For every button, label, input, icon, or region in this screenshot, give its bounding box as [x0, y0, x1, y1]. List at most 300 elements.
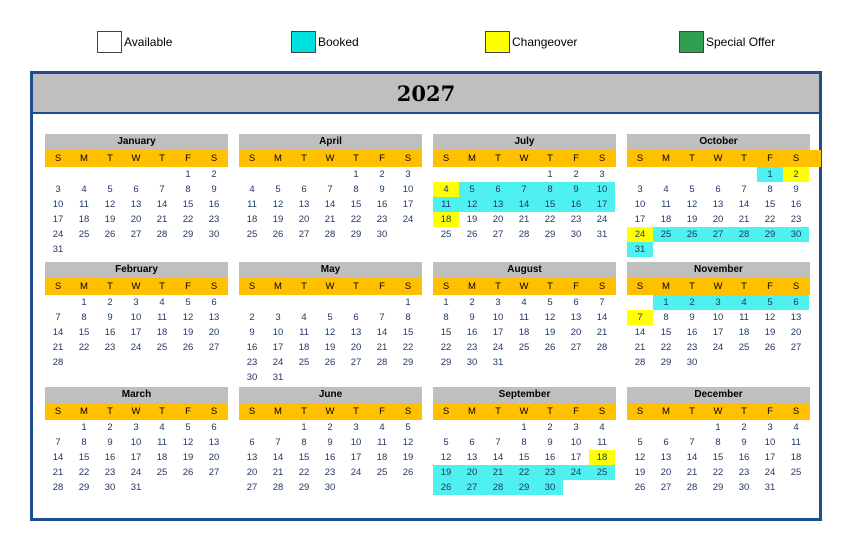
day-cell[interactable]: 2	[211, 169, 217, 180]
day-cell[interactable]: 8	[81, 437, 87, 448]
day-cell[interactable]: 28	[52, 482, 64, 493]
day-cell[interactable]: 20	[660, 467, 672, 478]
day-cell[interactable]: 16	[563, 197, 589, 212]
day-cell[interactable]: 22	[78, 467, 90, 478]
day-cell[interactable]: 22	[660, 342, 672, 353]
day-cell[interactable]: 12	[402, 437, 414, 448]
day-cell[interactable]: 15	[712, 452, 724, 463]
day-cell[interactable]: 24	[130, 342, 142, 353]
day-cell[interactable]: 9	[547, 437, 553, 448]
day-cell[interactable]: 18	[156, 452, 168, 463]
day-cell[interactable]: 22	[78, 342, 90, 353]
day-cell[interactable]: 30	[376, 229, 388, 240]
day-cell[interactable]: 3	[767, 422, 773, 433]
day-cell[interactable]: 20	[298, 214, 310, 225]
day-cell[interactable]: 4	[793, 422, 799, 433]
day-cell[interactable]: 20	[130, 214, 142, 225]
day-cell[interactable]: 8	[537, 182, 563, 197]
day-cell[interactable]: 28	[731, 227, 757, 242]
day-cell[interactable]: 17	[52, 214, 64, 225]
day-cell[interactable]: 8	[301, 437, 307, 448]
day-cell[interactable]: 23	[790, 214, 802, 225]
day-cell[interactable]: 24	[764, 467, 776, 478]
day-cell[interactable]: 20	[350, 342, 362, 353]
day-cell[interactable]: 21	[634, 342, 646, 353]
day-cell[interactable]: 11	[247, 199, 257, 210]
day-cell[interactable]: 28	[485, 480, 511, 495]
day-cell[interactable]: 4	[301, 312, 307, 323]
day-cell[interactable]: 5	[459, 182, 485, 197]
day-cell[interactable]: 30	[783, 227, 809, 242]
day-cell[interactable]: 27	[459, 480, 485, 495]
day-cell[interactable]: 22	[402, 342, 414, 353]
day-cell[interactable]: 27	[350, 357, 362, 368]
day-cell[interactable]: 4	[81, 184, 87, 195]
day-cell[interactable]: 21	[156, 214, 168, 225]
day-cell[interactable]: 5	[689, 184, 695, 195]
day-cell[interactable]: 9	[327, 437, 333, 448]
day-cell[interactable]: 3	[405, 169, 411, 180]
day-cell[interactable]: 30	[208, 229, 220, 240]
day-cell[interactable]: 14	[492, 452, 504, 463]
day-cell[interactable]: 27	[208, 342, 220, 353]
day-cell[interactable]: 13	[570, 312, 582, 323]
day-cell[interactable]: 4	[433, 182, 459, 197]
day-cell[interactable]: 5	[107, 184, 113, 195]
day-cell[interactable]: 17	[350, 452, 362, 463]
day-cell[interactable]: 2	[107, 297, 113, 308]
day-cell[interactable]: 12	[686, 199, 698, 210]
day-cell[interactable]: 29	[511, 480, 537, 495]
day-cell[interactable]: 28	[634, 357, 646, 368]
day-cell[interactable]: 10	[712, 312, 724, 323]
day-cell[interactable]: 3	[55, 184, 61, 195]
day-cell[interactable]: 12	[764, 312, 776, 323]
day-cell[interactable]: 10	[52, 199, 64, 210]
day-cell[interactable]: 5	[327, 312, 333, 323]
day-cell[interactable]: 5	[185, 422, 191, 433]
day-cell[interactable]: 4	[249, 184, 255, 195]
day-cell[interactable]: 2	[679, 295, 705, 310]
day-cell[interactable]: 19	[433, 465, 459, 480]
day-cell[interactable]: 29	[298, 482, 310, 493]
day-cell[interactable]: 31	[627, 242, 653, 257]
day-cell[interactable]: 9	[211, 184, 217, 195]
day-cell[interactable]: 2	[741, 422, 747, 433]
day-cell[interactable]: 27	[705, 227, 731, 242]
day-cell[interactable]: 14	[324, 199, 336, 210]
day-cell[interactable]: 8	[185, 184, 191, 195]
day-cell[interactable]: 20	[570, 327, 582, 338]
day-cell[interactable]: 19	[686, 214, 698, 225]
day-cell[interactable]: 2	[547, 422, 553, 433]
day-cell[interactable]: 17	[589, 197, 615, 212]
day-cell[interactable]: 31	[492, 357, 504, 368]
day-cell[interactable]: 30	[104, 482, 116, 493]
day-cell[interactable]: 15	[402, 327, 414, 338]
day-cell[interactable]: 31	[596, 229, 608, 240]
day-cell[interactable]: 14	[376, 327, 388, 338]
day-cell[interactable]: 27	[660, 482, 672, 493]
day-cell[interactable]: 19	[466, 214, 478, 225]
day-cell[interactable]: 9	[107, 437, 113, 448]
day-cell[interactable]: 28	[272, 482, 284, 493]
day-cell[interactable]: 3	[573, 422, 579, 433]
day-cell[interactable]: 11	[519, 312, 529, 323]
day-cell[interactable]: 15	[298, 452, 310, 463]
day-cell[interactable]: 8	[521, 437, 527, 448]
day-cell[interactable]: 6	[353, 312, 359, 323]
day-cell[interactable]: 4	[731, 295, 757, 310]
day-cell[interactable]: 31	[130, 482, 142, 493]
day-cell[interactable]: 24	[596, 214, 608, 225]
day-cell[interactable]: 24	[52, 229, 64, 240]
day-cell[interactable]: 1	[81, 422, 87, 433]
day-cell[interactable]: 1	[653, 295, 679, 310]
day-cell[interactable]: 9	[689, 312, 695, 323]
day-cell[interactable]: 6	[133, 184, 139, 195]
day-cell[interactable]: 15	[764, 199, 776, 210]
day-cell[interactable]: 29	[440, 357, 452, 368]
day-cell[interactable]: 29	[757, 227, 783, 242]
day-cell[interactable]: 14	[596, 312, 608, 323]
day-cell[interactable]: 25	[298, 357, 310, 368]
day-cell[interactable]: 24	[350, 467, 362, 478]
day-cell[interactable]: 29	[350, 229, 362, 240]
day-cell[interactable]: 26	[764, 342, 776, 353]
day-cell[interactable]: 21	[52, 342, 64, 353]
day-cell[interactable]: 10	[272, 327, 284, 338]
day-cell[interactable]: 25	[518, 342, 530, 353]
day-cell[interactable]: 12	[182, 312, 194, 323]
day-cell[interactable]: 16	[686, 327, 698, 338]
day-cell[interactable]: 1	[353, 169, 359, 180]
day-cell[interactable]: 1	[405, 297, 411, 308]
day-cell[interactable]: 30	[324, 482, 336, 493]
day-cell[interactable]: 3	[637, 184, 643, 195]
day-cell[interactable]: 26	[679, 227, 705, 242]
day-cell[interactable]: 2	[249, 312, 255, 323]
day-cell[interactable]: 24	[627, 227, 653, 242]
day-cell[interactable]: 5	[185, 297, 191, 308]
day-cell[interactable]: 16	[738, 452, 750, 463]
day-cell[interactable]: 6	[211, 422, 217, 433]
day-cell[interactable]: 19	[402, 452, 414, 463]
day-cell[interactable]: 26	[182, 467, 194, 478]
day-cell[interactable]: 27	[790, 342, 802, 353]
day-cell[interactable]: 20	[492, 214, 504, 225]
day-cell[interactable]: 6	[783, 295, 809, 310]
day-cell[interactable]: 23	[570, 214, 582, 225]
day-cell[interactable]: 16	[790, 199, 802, 210]
day-cell[interactable]: 29	[78, 482, 90, 493]
day-cell[interactable]: 2	[379, 169, 385, 180]
day-cell[interactable]: 25	[440, 229, 452, 240]
day-cell[interactable]: 9	[469, 312, 475, 323]
day-cell[interactable]: 30	[537, 480, 563, 495]
day-cell[interactable]: 3	[133, 297, 139, 308]
day-cell[interactable]: 27	[130, 229, 142, 240]
day-cell[interactable]: 11	[739, 312, 749, 323]
day-cell[interactable]: 20	[790, 327, 802, 338]
day-cell[interactable]: 10	[350, 437, 362, 448]
day-cell[interactable]: 11	[791, 437, 801, 448]
day-cell[interactable]: 17	[402, 199, 414, 210]
day-cell[interactable]: 24	[272, 357, 284, 368]
day-cell[interactable]: 13	[298, 199, 310, 210]
day-cell[interactable]: 21	[738, 214, 750, 225]
day-cell[interactable]: 13	[350, 327, 362, 338]
day-cell[interactable]: 19	[324, 342, 336, 353]
day-cell[interactable]: 28	[324, 229, 336, 240]
day-cell[interactable]: 19	[272, 214, 284, 225]
day-cell[interactable]: 29	[544, 229, 556, 240]
day-cell[interactable]: 23	[324, 467, 336, 478]
day-cell[interactable]: 14	[52, 327, 64, 338]
day-cell[interactable]: 8	[405, 312, 411, 323]
day-cell[interactable]: 26	[104, 229, 116, 240]
day-cell[interactable]: 13	[130, 199, 142, 210]
day-cell[interactable]: 27	[492, 229, 504, 240]
day-cell[interactable]: 11	[661, 199, 671, 210]
day-cell[interactable]: 8	[663, 312, 669, 323]
day-cell[interactable]: 3	[495, 297, 501, 308]
day-cell[interactable]: 1	[185, 169, 191, 180]
day-cell[interactable]: 7	[55, 312, 61, 323]
day-cell[interactable]: 14	[511, 197, 537, 212]
day-cell[interactable]: 11	[433, 197, 459, 212]
day-cell[interactable]: 31	[52, 244, 64, 255]
day-cell[interactable]: 4	[159, 297, 165, 308]
day-cell[interactable]: 22	[764, 214, 776, 225]
day-cell[interactable]: 30	[570, 229, 582, 240]
day-cell[interactable]: 18	[376, 452, 388, 463]
day-cell[interactable]: 28	[596, 342, 608, 353]
day-cell[interactable]: 4	[663, 184, 669, 195]
day-cell[interactable]: 6	[663, 437, 669, 448]
day-cell[interactable]: 9	[249, 327, 255, 338]
day-cell[interactable]: 19	[764, 327, 776, 338]
day-cell[interactable]: 26	[433, 480, 459, 495]
day-cell[interactable]: 6	[573, 297, 579, 308]
day-cell[interactable]: 16	[104, 327, 116, 338]
day-cell[interactable]: 18	[790, 452, 802, 463]
day-cell[interactable]: 13	[466, 452, 478, 463]
day-cell[interactable]: 18	[660, 214, 672, 225]
day-cell[interactable]: 12	[182, 437, 194, 448]
day-cell[interactable]: 28	[518, 229, 530, 240]
day-cell[interactable]: 20	[246, 467, 258, 478]
day-cell[interactable]: 24	[712, 342, 724, 353]
day-cell[interactable]: 22	[350, 214, 362, 225]
day-cell[interactable]: 19	[104, 214, 116, 225]
day-cell[interactable]: 22	[712, 467, 724, 478]
day-cell[interactable]: 1	[715, 422, 721, 433]
day-cell[interactable]: 19	[634, 467, 646, 478]
day-cell[interactable]: 29	[660, 357, 672, 368]
day-cell[interactable]: 17	[492, 327, 504, 338]
day-cell[interactable]: 27	[570, 342, 582, 353]
day-cell[interactable]: 20	[459, 465, 485, 480]
day-cell[interactable]: 10	[130, 312, 142, 323]
day-cell[interactable]: 19	[182, 327, 194, 338]
day-cell[interactable]: 7	[741, 184, 747, 195]
day-cell[interactable]: 20	[712, 214, 724, 225]
day-cell[interactable]: 3	[275, 312, 281, 323]
day-cell[interactable]: 11	[157, 437, 167, 448]
day-cell[interactable]: 4	[379, 422, 385, 433]
day-cell[interactable]: 23	[376, 214, 388, 225]
day-cell[interactable]: 29	[182, 229, 194, 240]
day-cell[interactable]: 16	[246, 342, 258, 353]
day-cell[interactable]: 15	[78, 327, 90, 338]
day-cell[interactable]: 6	[485, 182, 511, 197]
day-cell[interactable]: 22	[511, 465, 537, 480]
day-cell[interactable]: 15	[182, 199, 194, 210]
day-cell[interactable]: 9	[793, 184, 799, 195]
day-cell[interactable]: 12	[634, 452, 646, 463]
day-cell[interactable]: 14	[738, 199, 750, 210]
day-cell[interactable]: 7	[327, 184, 333, 195]
day-cell[interactable]: 25	[78, 229, 90, 240]
day-cell[interactable]: 18	[156, 327, 168, 338]
day-cell[interactable]: 7	[159, 184, 165, 195]
day-cell[interactable]: 25	[376, 467, 388, 478]
day-cell[interactable]: 26	[324, 357, 336, 368]
day-cell[interactable]: 20	[208, 327, 220, 338]
day-cell[interactable]: 13	[712, 199, 724, 210]
day-cell[interactable]: 7	[689, 437, 695, 448]
day-cell[interactable]: 10	[492, 312, 504, 323]
day-cell[interactable]: 31	[764, 482, 776, 493]
day-cell[interactable]: 11	[377, 437, 387, 448]
day-cell[interactable]: 30	[466, 357, 478, 368]
day-cell[interactable]: 16	[208, 199, 220, 210]
day-cell[interactable]: 2	[469, 297, 475, 308]
day-cell[interactable]: 11	[157, 312, 167, 323]
day-cell[interactable]: 26	[544, 342, 556, 353]
day-cell[interactable]: 21	[686, 467, 698, 478]
day-cell[interactable]: 30	[738, 482, 750, 493]
day-cell[interactable]: 5	[405, 422, 411, 433]
day-cell[interactable]: 21	[518, 214, 530, 225]
day-cell[interactable]: 30	[686, 357, 698, 368]
day-cell[interactable]: 20	[208, 452, 220, 463]
day-cell[interactable]: 23	[738, 467, 750, 478]
day-cell[interactable]: 22	[298, 467, 310, 478]
day-cell[interactable]: 23	[537, 465, 563, 480]
day-cell[interactable]: 10	[764, 437, 776, 448]
day-cell[interactable]: 17	[130, 452, 142, 463]
day-cell[interactable]: 13	[246, 452, 258, 463]
day-cell[interactable]: 15	[440, 327, 452, 338]
day-cell[interactable]: 26	[634, 482, 646, 493]
day-cell[interactable]: 19	[544, 327, 556, 338]
day-cell[interactable]: 25	[738, 342, 750, 353]
day-cell[interactable]: 25	[589, 465, 615, 480]
day-cell[interactable]: 14	[52, 452, 64, 463]
day-cell[interactable]: 4	[599, 422, 605, 433]
day-cell[interactable]: 4	[159, 422, 165, 433]
day-cell[interactable]: 18	[433, 212, 459, 227]
day-cell[interactable]: 5	[757, 295, 783, 310]
day-cell[interactable]: 1	[301, 422, 307, 433]
day-cell[interactable]: 12	[324, 327, 336, 338]
day-cell[interactable]: 9	[563, 182, 589, 197]
day-cell[interactable]: 26	[402, 467, 414, 478]
day-cell[interactable]: 17	[272, 342, 284, 353]
day-cell[interactable]: 17	[570, 452, 582, 463]
day-cell[interactable]: 21	[52, 467, 64, 478]
day-cell[interactable]: 13	[208, 437, 220, 448]
day-cell[interactable]: 23	[466, 342, 478, 353]
day-cell[interactable]: 17	[634, 214, 646, 225]
day-cell[interactable]: 15	[660, 327, 672, 338]
day-cell[interactable]: 10	[589, 182, 615, 197]
day-cell[interactable]: 2	[327, 422, 333, 433]
day-cell[interactable]: 16	[376, 199, 388, 210]
day-cell[interactable]: 18	[246, 214, 258, 225]
day-cell[interactable]: 6	[211, 297, 217, 308]
day-cell[interactable]: 17	[764, 452, 776, 463]
day-cell[interactable]: 28	[52, 357, 64, 368]
day-cell[interactable]: 12	[440, 452, 452, 463]
day-cell[interactable]: 21	[485, 465, 511, 480]
day-cell[interactable]: 24	[492, 342, 504, 353]
day-cell[interactable]: 18	[298, 342, 310, 353]
day-cell[interactable]: 22	[544, 214, 556, 225]
day-cell[interactable]: 1	[521, 422, 527, 433]
day-cell[interactable]: 16	[104, 452, 116, 463]
day-cell[interactable]: 11	[79, 199, 89, 210]
day-cell[interactable]: 3	[705, 295, 731, 310]
day-cell[interactable]: 3	[353, 422, 359, 433]
day-cell[interactable]: 5	[547, 297, 553, 308]
day-cell[interactable]: 19	[182, 452, 194, 463]
day-cell[interactable]: 10	[130, 437, 142, 448]
day-cell[interactable]: 16	[324, 452, 336, 463]
day-cell[interactable]: 3	[133, 422, 139, 433]
day-cell[interactable]: 15	[537, 197, 563, 212]
day-cell[interactable]: 29	[402, 357, 414, 368]
day-cell[interactable]: 25	[156, 342, 168, 353]
day-cell[interactable]: 14	[156, 199, 168, 210]
day-cell[interactable]: 8	[443, 312, 449, 323]
day-cell[interactable]: 6	[469, 437, 475, 448]
day-cell[interactable]: 11	[299, 327, 309, 338]
day-cell[interactable]: 7	[599, 297, 605, 308]
day-cell[interactable]: 28	[156, 229, 168, 240]
day-cell[interactable]: 1	[81, 297, 87, 308]
day-cell[interactable]: 25	[156, 467, 168, 478]
day-cell[interactable]: 30	[246, 372, 258, 383]
day-cell[interactable]: 18	[78, 214, 90, 225]
day-cell[interactable]: 11	[597, 437, 607, 448]
day-cell[interactable]: 16	[466, 327, 478, 338]
day-cell[interactable]: 26	[272, 229, 284, 240]
day-cell[interactable]: 13	[208, 312, 220, 323]
day-cell[interactable]: 15	[350, 199, 362, 210]
day-cell[interactable]: 4	[521, 297, 527, 308]
day-cell[interactable]: 24	[563, 465, 589, 480]
day-cell[interactable]: 9	[107, 312, 113, 323]
day-cell[interactable]: 15	[78, 452, 90, 463]
day-cell[interactable]: 7	[627, 310, 653, 325]
day-cell[interactable]: 18	[589, 450, 615, 465]
day-cell[interactable]: 23	[104, 342, 116, 353]
day-cell[interactable]: 31	[272, 372, 284, 383]
day-cell[interactable]: 14	[272, 452, 284, 463]
